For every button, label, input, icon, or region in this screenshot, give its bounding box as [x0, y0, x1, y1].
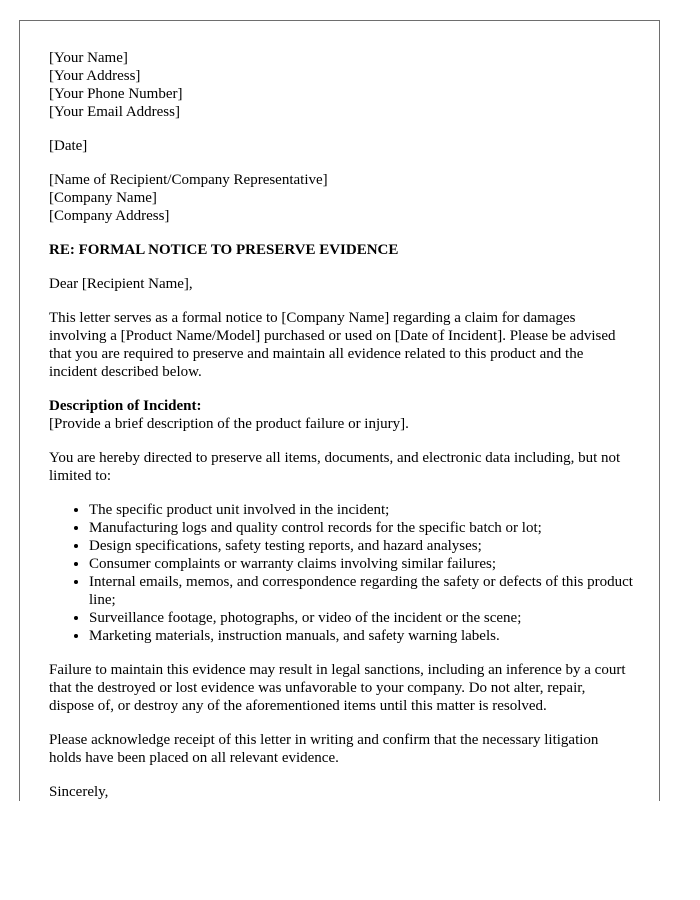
- letter-body: [49, 49, 634, 801]
- incident-text: [Provide a brief description of the product failure or injury].: [49, 416, 409, 432]
- acknowledge-paragraph: Please acknowledge receipt of this letter in writing and confirm that the necessary litigation holds have been placed on all relevant evidence.: [49, 732, 599, 766]
- list-item: • Surveillance footage, photographs, or video of the incident or the scene;: [89, 609, 634, 627]
- list-item: • Consumer complaints or warranty claims involving similar failures;: [89, 555, 634, 573]
- failure-paragraph: Failure to maintain this evidence may result in legal sanctions, including an inference by a court that the destroyed or lost evidence was unfavorable to your company. Do not alter, repair, dispose of, or destroy any of the aforementioned items until this matter is resolved.: [49, 662, 626, 714]
- incident-section: [49, 397, 634, 433]
- list-item: • Internal emails, memos, and correspondence regarding the safety or defects of this product line;: [89, 573, 634, 609]
- recipient-address: [Company Address]: [49, 208, 170, 224]
- letter-page: [19, 20, 660, 801]
- sender-phone: [Your Phone Number]: [49, 86, 183, 102]
- intro-paragraph: This letter serves as a formal notice to [Company Name] regarding a claim for damages involving a [Product Name/Model] purchased or used on [Date of Incident]. Please be advised that you are required to preserve and maintain all evidence related to this product and the incident described below.: [49, 310, 616, 380]
- evidence-list: [49, 501, 634, 645]
- list-item: • Design specifications, safety testing reports, and hazard analyses;: [89, 537, 634, 555]
- subject-line: RE: FORMAL NOTICE TO PRESERVE EVIDENCE: [49, 242, 399, 258]
- closing: Sincerely,: [49, 784, 109, 800]
- date-block: [49, 137, 634, 155]
- sender-block: [49, 49, 634, 121]
- recipient-company: [Company Name]: [49, 190, 157, 206]
- incident-label: Description of Incident:: [49, 398, 202, 414]
- salutation: Dear [Recipient Name],: [49, 276, 193, 292]
- list-item: • The specific product unit involved in the incident;: [89, 501, 634, 519]
- recipient-name: [Name of Recipient/Company Representative]: [49, 172, 328, 188]
- list-item: • Marketing materials, instruction manuals, and safety warning labels.: [89, 627, 634, 645]
- letter-date: [Date]: [49, 138, 88, 154]
- recipient-block: [49, 171, 634, 225]
- sender-name: [Your Name]: [49, 50, 128, 66]
- directive-paragraph: You are hereby directed to preserve all items, documents, and electronic data including, but not limited to:: [49, 450, 621, 484]
- sender-email: [Your Email Address]: [49, 104, 180, 120]
- list-item: • Manufacturing logs and quality control records for the specific batch or lot;: [89, 519, 634, 537]
- sender-address: [Your Address]: [49, 68, 141, 84]
